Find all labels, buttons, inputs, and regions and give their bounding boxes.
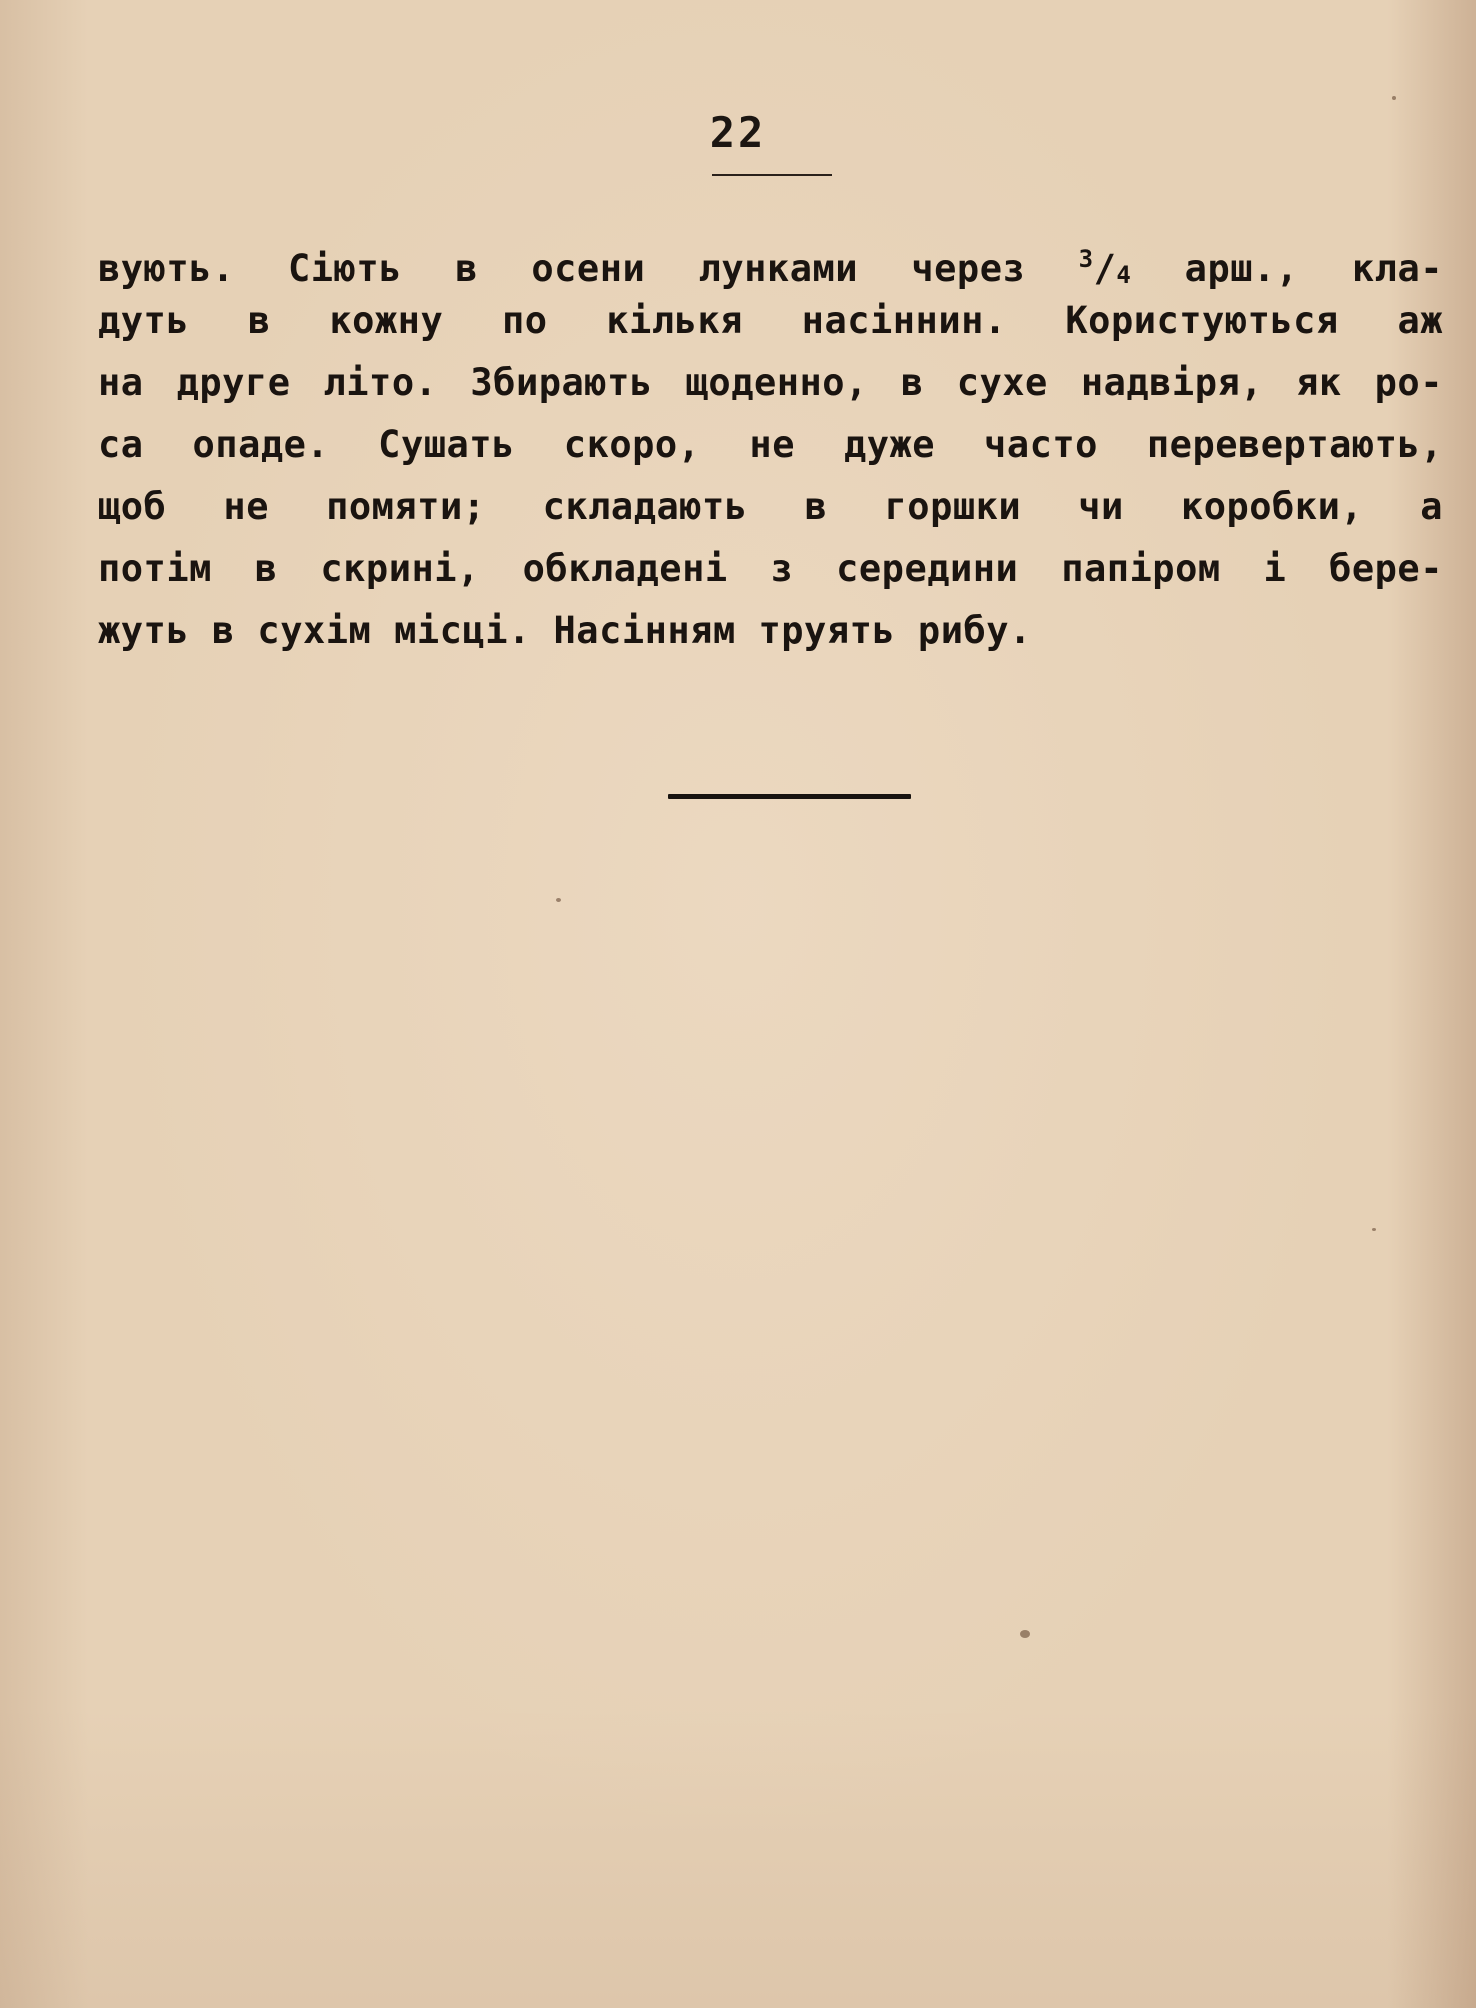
paper-speck [556, 898, 561, 902]
page-number-underline [712, 174, 832, 176]
text-line-1 [98, 228, 1443, 290]
text-line-6: потім в скрині, обкладені з середини папіром і бере- [98, 547, 1443, 590]
body-paragraph [98, 228, 1443, 662]
text-line-4: са опаде. Сушать скоро, не дуже часто перевертають, [98, 423, 1443, 466]
paper-speck [1392, 96, 1396, 100]
text-line-7: жуть в сухім місці. Насінням труять рибу. [98, 609, 1032, 652]
text-line-2: дуть в кожну по кількя насіннин. Користуються аж [98, 299, 1443, 342]
paper-speck [1372, 1228, 1376, 1231]
section-end-rule [668, 794, 911, 799]
fraction-denominator: 4 [1116, 261, 1132, 289]
fraction-slash: / [1093, 247, 1117, 290]
fraction-numerator: 3 [1078, 245, 1094, 273]
paper-speck [1020, 1630, 1030, 1638]
text-line-1-end: арш., кла- [1184, 247, 1444, 290]
text-line-3: на друге літо. Збирають щоденно, в сухе надвіря, як ро- [98, 361, 1443, 404]
text-line-1-start: вують. Сіють в осени лунками через [98, 247, 1026, 290]
text-line-5: щоб не помяти; складають в горшки чи коробки, а [98, 485, 1443, 528]
page-number: 22 [709, 108, 767, 157]
